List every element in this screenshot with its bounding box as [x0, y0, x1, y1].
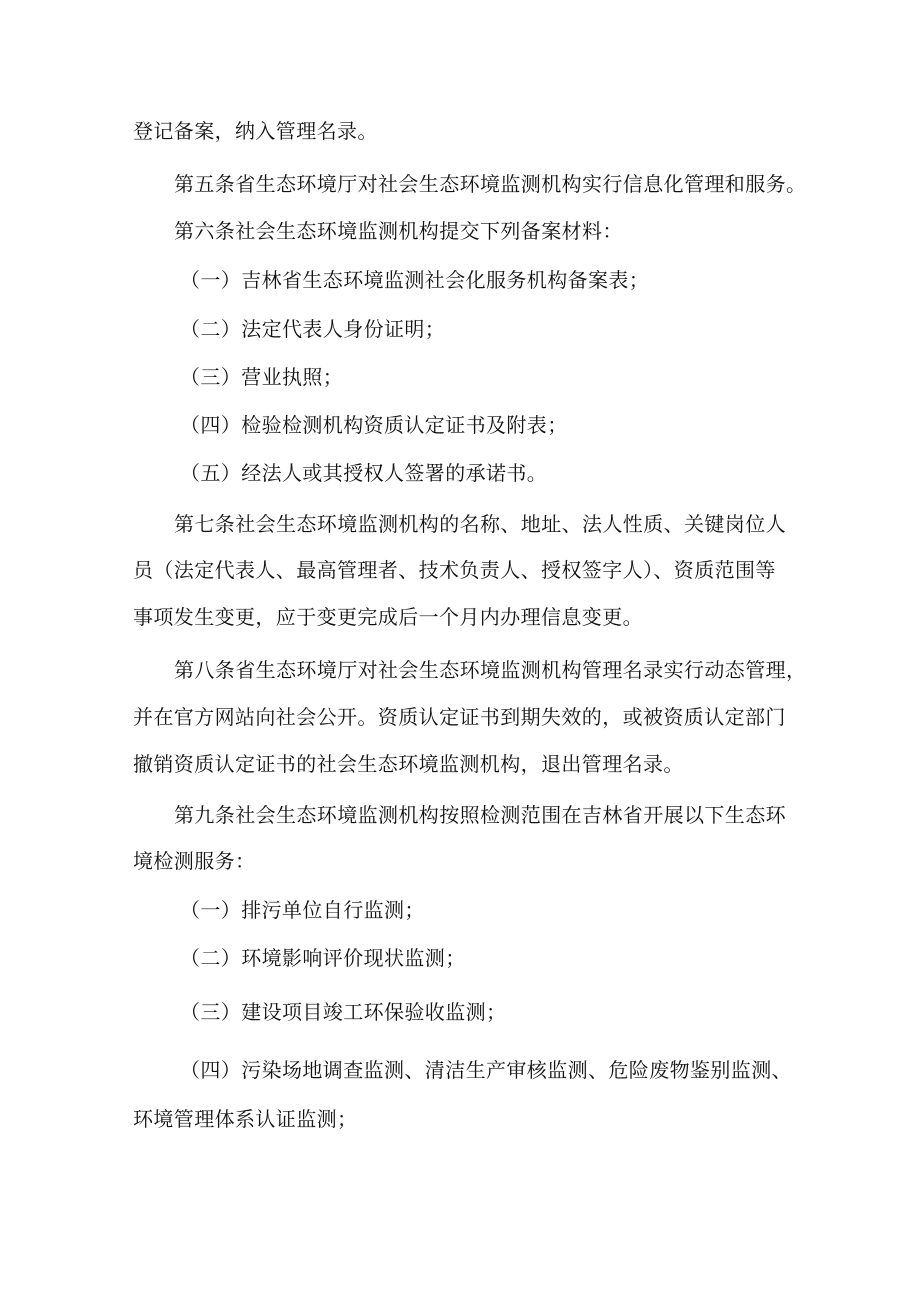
- text-line-10: 员（法定代表人、最高管理者、技术负责人、授权签字人）、资质范围等: [133, 558, 776, 582]
- text-line-5: （二）法定代表人身份证明；: [180, 317, 446, 341]
- text-line-9: 第七条社会生态环境监测机构的名称、地址、法人性质、关键岗位人: [174, 512, 786, 536]
- text-line-2: 第五条省生态环境厅对社会生态环境监测机构实行信息化管理和服务。: [174, 172, 807, 196]
- text-line-15: 第九条社会生态环境监测机构按照检测范围在吉林省开展以下生态环: [174, 803, 786, 827]
- text-line-19: （三）建设项目竣工环保验收监测；: [180, 1000, 507, 1024]
- text-line-20: （四）污染场地调查监测、清洁生产审核监测、危险废物鉴别监测、: [180, 1058, 792, 1082]
- text-line-8: （五）经法人或其授权人签署的承诺书。: [180, 461, 548, 485]
- text-line-12: 第八条省生态环境厅对社会生态环境监测机构管理名录实行动态管理，: [174, 658, 807, 682]
- text-line-6: （三）营业执照；: [180, 365, 344, 389]
- text-line-7: （四）检验检测机构资质认定证书及附表；: [180, 413, 568, 437]
- text-line-13: 并在官方网站向社会公开。资质认定证书到期失效的，或被资质认定部门: [133, 705, 786, 729]
- text-line-17: （一）排污单位自行监测；: [180, 898, 425, 922]
- text-line-3: 第六条社会生态环境监测机构提交下列备案材料：: [174, 219, 623, 243]
- text-line-1: 登记备案，纳入管理名录。: [133, 119, 378, 143]
- text-line-18: （二）环境影响评价现状监测；: [180, 946, 466, 970]
- text-line-21: 环境管理体系认证监测；: [133, 1107, 358, 1131]
- text-line-4: （一）吉林省生态环境监测社会化服务机构备案表；: [180, 268, 650, 292]
- text-line-11: 事项发生变更，应于变更完成后一个月内办理信息变更。: [133, 605, 643, 629]
- text-line-14: 撤销资质认定证书的社会生态环境监测机构，退出管理名录。: [133, 752, 684, 776]
- text-line-16: 境检测服务：: [133, 849, 256, 873]
